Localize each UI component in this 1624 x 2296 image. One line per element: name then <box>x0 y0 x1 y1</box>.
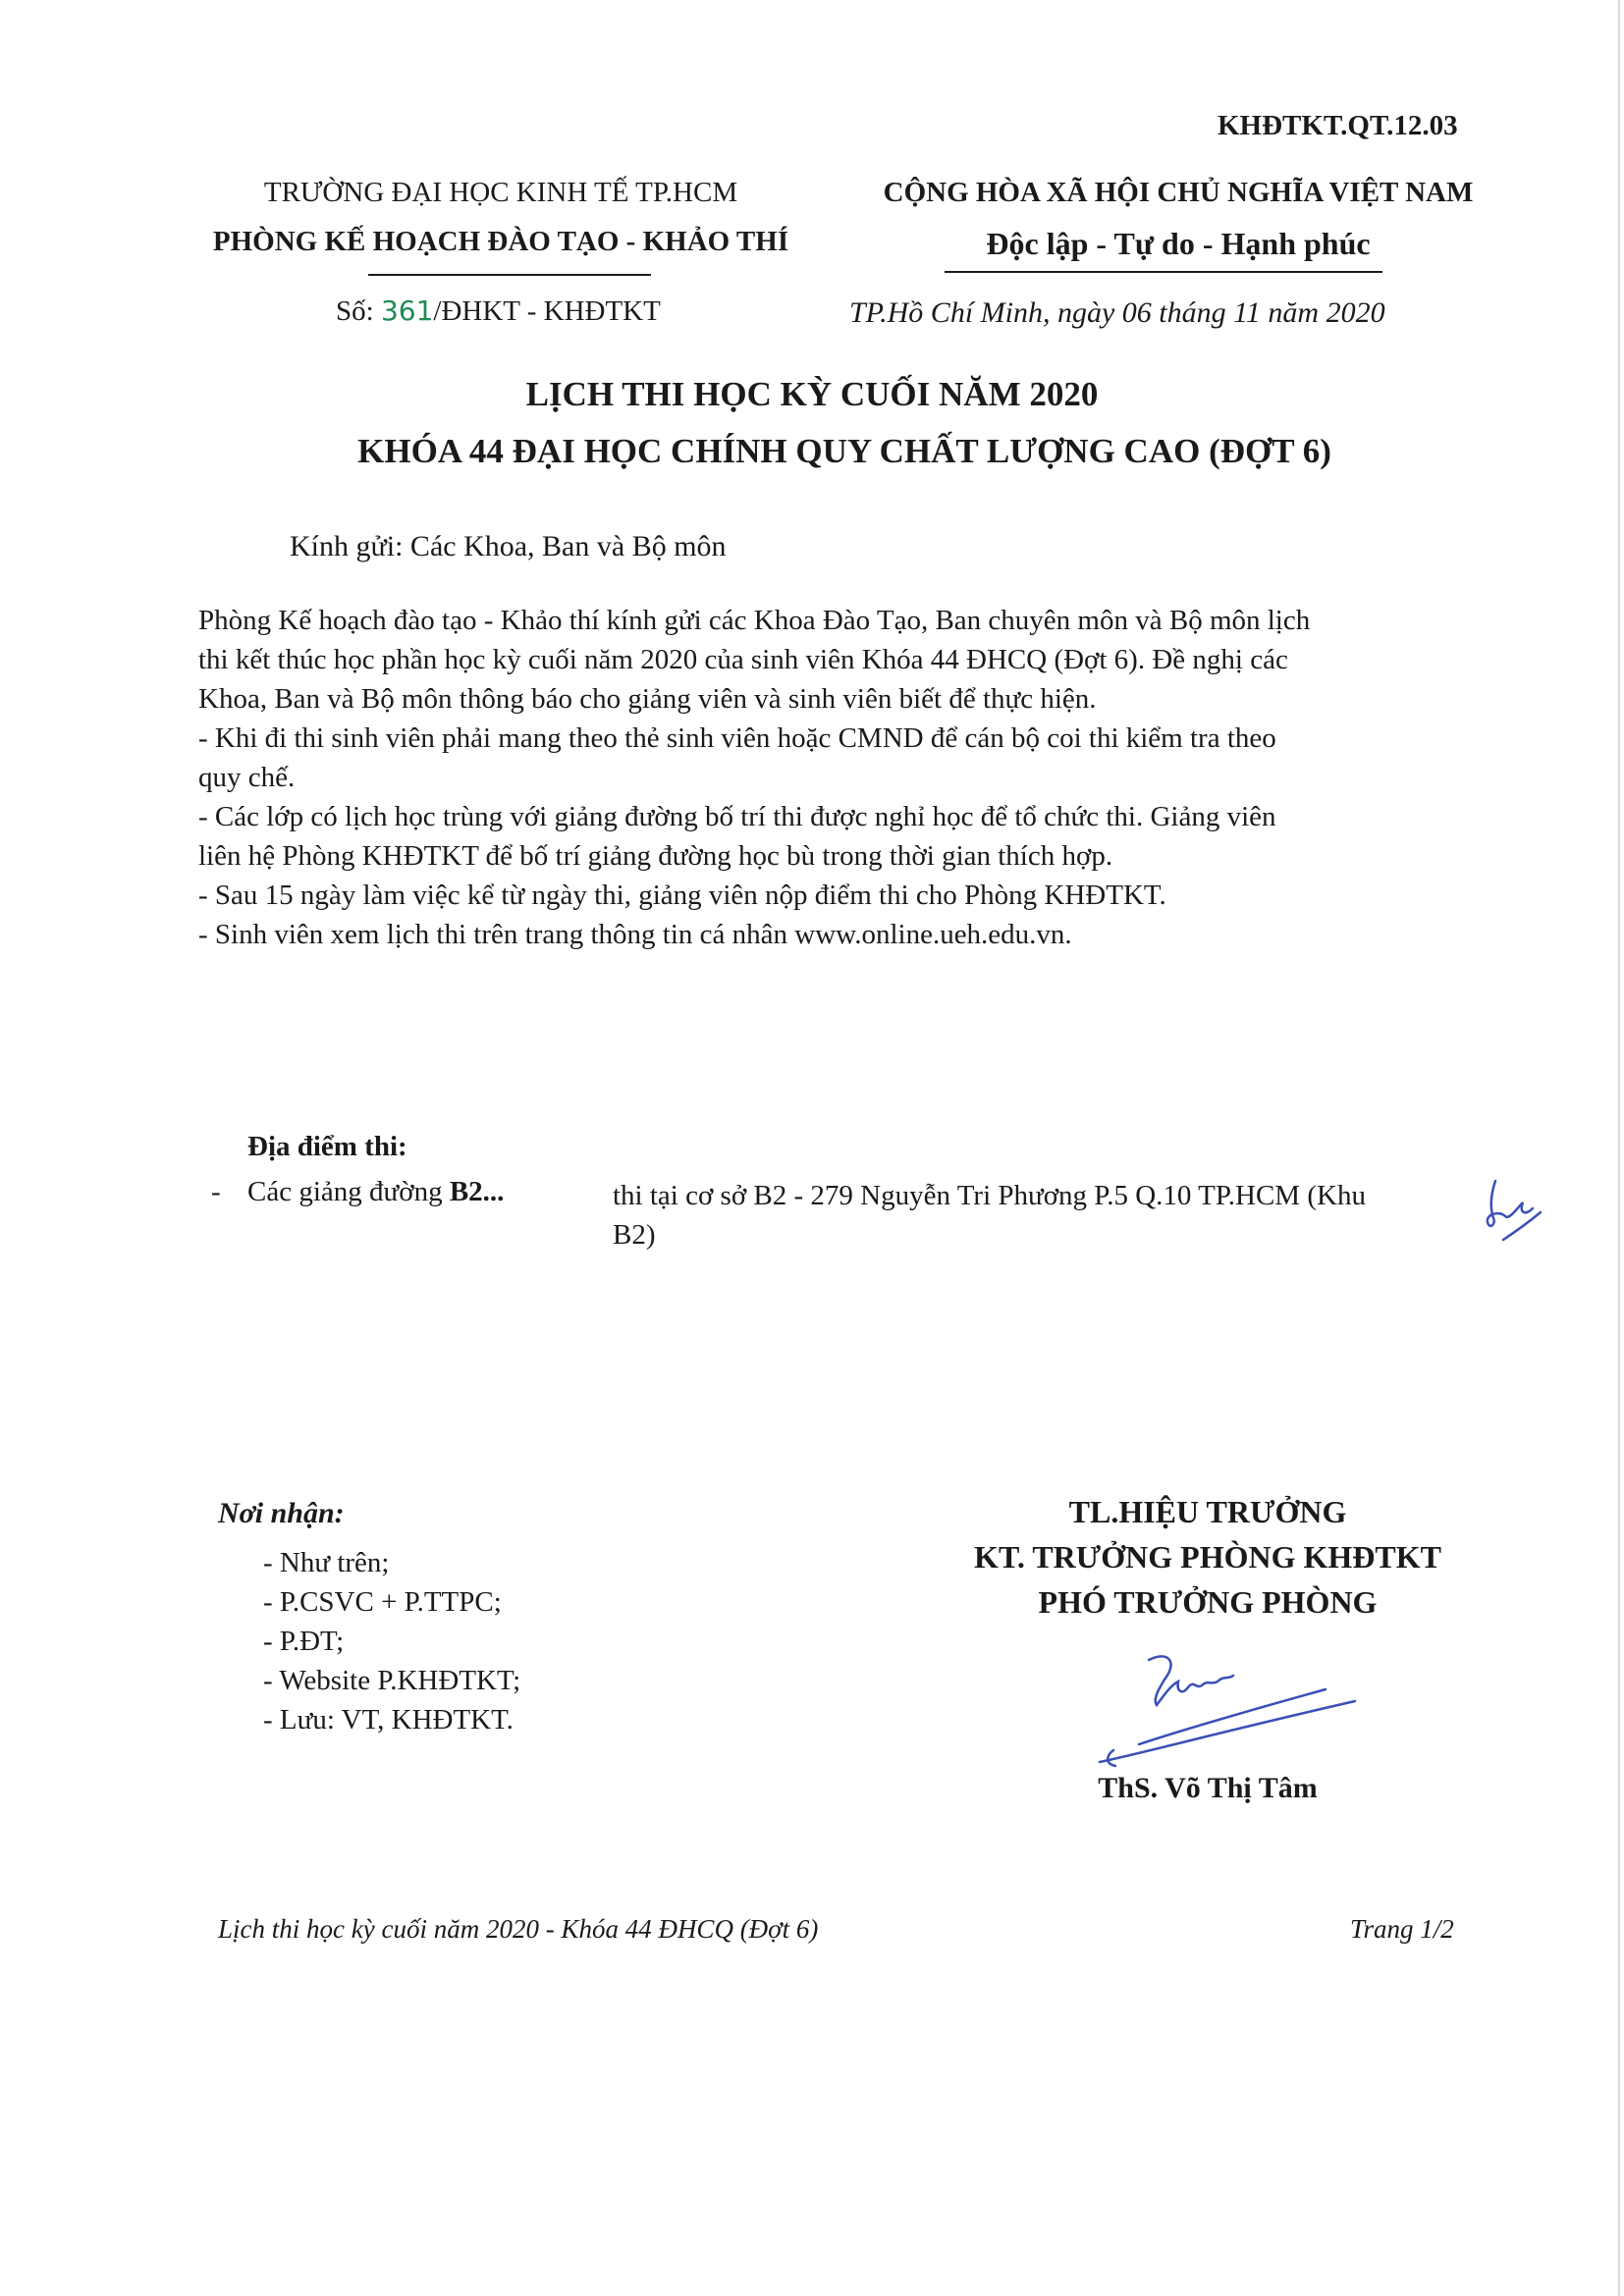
page-number: Trang 1/2 <box>1350 1914 1454 1944</box>
body-line: - Khi đi thi sinh viên phải mang theo thẻ sinh viên hoặc CMND để cán bộ coi thi kiểm tra theo <box>198 722 1276 754</box>
initials-mark <box>1478 1173 1546 1247</box>
location-detail <box>613 1176 1366 1255</box>
document-code: KHĐTKT.QT.12.03 <box>1218 110 1458 141</box>
handwritten-signature <box>1080 1634 1375 1772</box>
body-line: Khoa, Ban và Bộ môn thông báo cho giảng viên và sinh viên biết để thực hiện. <box>198 683 1097 715</box>
body-line: quy chế. <box>198 762 296 793</box>
motto-underline <box>945 271 1382 273</box>
body-text <box>198 601 1310 954</box>
recipients-list <box>263 1543 520 1739</box>
location-detail-line: thi tại cơ sở B2 - 279 Nguyễn Tri Phương P.5 Q.10 TP.HCM (Khu <box>613 1180 1366 1211</box>
office-name: PHÒNG KẾ HOẠCH ĐÀO TẠO - KHẢO THÍ <box>212 226 789 257</box>
location-dash: - <box>211 1176 221 1207</box>
salutation: Kính gửi: Các Khoa, Ban và Bộ môn <box>290 530 727 562</box>
recipient-item: - P.CSVC + P.TTPC; <box>263 1586 502 1618</box>
number-prefix: Số: <box>336 295 374 327</box>
footer-title: Lịch thi học kỳ cuối năm 2020 - Khóa 44 ĐHCQ (Đợt 6) <box>218 1914 819 1944</box>
location-building: B2... <box>449 1176 505 1207</box>
body-line: thi kết thúc học phần học kỳ cuối năm 2020 của sinh viên Khóa 44 ĐHCQ (Đợt 6). Đề nghị các <box>198 644 1288 675</box>
left-header-underline <box>368 274 651 276</box>
recipient-item: - Lưu: VT, KHĐTKT. <box>263 1704 514 1735</box>
recipient-item: - P.ĐT; <box>263 1626 345 1657</box>
recipients-heading: Nơi nhận: <box>218 1497 345 1529</box>
national-motto: Độc lập - Tự do - Hạnh phúc <box>986 226 1371 261</box>
document-number <box>336 294 661 328</box>
location-item-prefix: Các giảng đường <box>247 1176 443 1207</box>
signature-title-3: PHÓ TRƯỞNG PHÒNG <box>1038 1584 1378 1620</box>
recipient-item: - Như trên; <box>263 1547 390 1578</box>
location-detail-line: B2) <box>613 1219 656 1251</box>
location-item <box>247 1176 504 1208</box>
body-line: liên hệ Phòng KHĐTKT để bố trí giảng đường học bù trong thời gian thích hợp. <box>198 840 1113 872</box>
scan-edge <box>1618 0 1620 2296</box>
recipient-item: - Website P.KHĐTKT; <box>263 1665 521 1696</box>
handwritten-number: 361 <box>380 294 434 327</box>
title-line-2: KHÓA 44 ĐẠI HỌC CHÍNH QUY CHẤT LƯỢNG CAO (ĐỢT 6) <box>357 432 1331 470</box>
body-line: - Sinh viên xem lịch thi trên trang thông tin cá nhân www.online.ueh.edu.vn. <box>198 919 1072 950</box>
location-heading: Địa điểm thi: <box>247 1131 407 1162</box>
title-line-1: LỊCH THI HỌC KỲ CUỐI NĂM 2020 <box>525 375 1099 413</box>
signature-title-2: KT. TRƯỞNG PHÒNG KHĐTKT <box>974 1539 1441 1575</box>
number-suffix: /ĐHKT - KHĐTKT <box>433 295 661 327</box>
document-date: TP.Hồ Chí Minh, ngày 06 tháng 11 năm 2020 <box>849 296 1385 329</box>
university-name: TRƯỜNG ĐẠI HỌC KINH TẾ TP.HCM <box>263 177 738 208</box>
body-line: - Các lớp có lịch học trùng với giảng đường bố trí thi được nghỉ học để tổ chức thi. Giảng viên <box>198 801 1276 832</box>
signer-name: ThS. Võ Thị Tâm <box>1098 1772 1318 1804</box>
body-line: - Sau 15 ngày làm việc kể từ ngày thi, giảng viên nộp điểm thi cho Phòng KHĐTKT. <box>198 880 1166 911</box>
signature-title-1: TL.HIỆU TRƯỞNG <box>1068 1494 1347 1529</box>
country-name: CỘNG HÒA XÃ HỘI CHỦ NGHĨA VIỆT NAM <box>883 177 1474 208</box>
body-line: Phòng Kế hoạch đào tạo - Khảo thí kính gửi các Khoa Đào Tạo, Ban chuyên môn và Bộ môn lịch <box>198 605 1311 636</box>
